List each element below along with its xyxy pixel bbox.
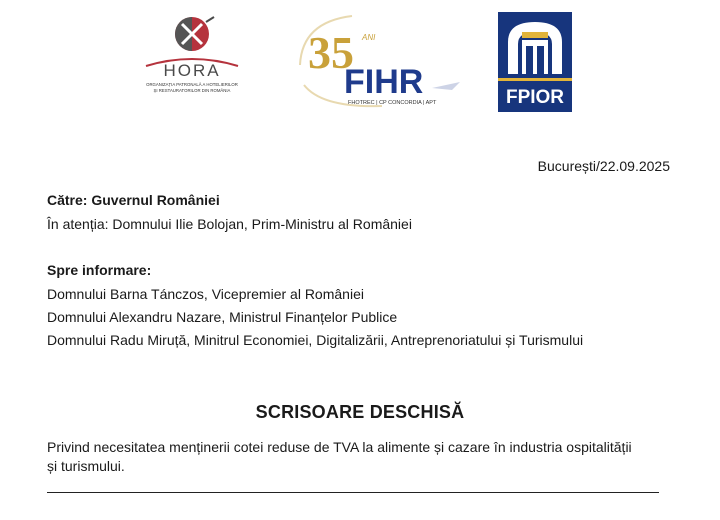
- fihr-suffix: ANI: [362, 33, 376, 42]
- subject-paragraph: [47, 438, 677, 476]
- letter-title: SCRISOARE DESCHISĂ: [255, 402, 465, 422]
- fihr-caption: FHOTREC | CP CONCORDIA | APT: [348, 100, 437, 106]
- divider-line: [47, 492, 659, 493]
- hora-tagline-2: ȘI RESTAURATORILOR DIN ROMÂNIA: [153, 88, 231, 93]
- info-label: Spre informare:: [47, 262, 152, 278]
- fihr-number: 35: [308, 27, 354, 78]
- letter-date: București/22.09.2025: [537, 158, 670, 174]
- recipient-2: Domnului Alexandru Nazare, Ministrul Finanțelor Publice: [47, 309, 398, 325]
- attention-line: În atenția: Domnului Ilie Bolojan, Prim-Ministru al României: [47, 216, 412, 232]
- fpior-logo: [498, 12, 572, 112]
- recipient-1: Domnului Barna Tánczos, Vicepremier al României: [47, 286, 364, 302]
- fihr-logo: [292, 10, 472, 110]
- subject-line-2: și turismului.: [47, 458, 125, 474]
- logo-header: [0, 0, 720, 120]
- hora-name: HORA: [163, 61, 221, 80]
- subject-line-1: Privind necesitatea menținerii cotei reduse de TVA la alimente și cazare în industria ospitalității: [47, 439, 632, 455]
- recipient-3: Domnului Radu Miruță, Minitrul Economiei, Digitalizării, Antreprenoriatului și Turismului: [47, 332, 584, 348]
- fpior-name: FPIOR: [505, 87, 565, 108]
- addressee: Către: Guvernul României: [47, 192, 220, 208]
- fihr-name: FIHR: [344, 63, 424, 101]
- hora-logo: [140, 14, 244, 100]
- hora-tagline-1: ORGANIZAȚIA PATRONALĂ A HOTELIERILOR: [146, 82, 238, 87]
